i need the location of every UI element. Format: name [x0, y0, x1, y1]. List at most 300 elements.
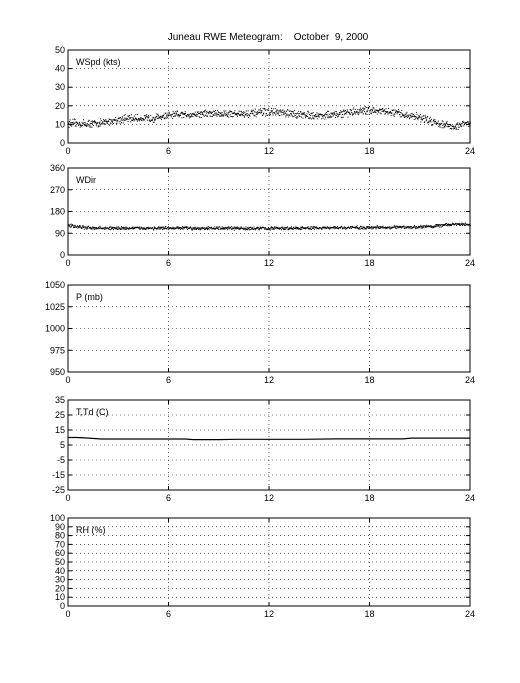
data-point — [234, 110, 235, 111]
data-point — [303, 118, 304, 119]
data-point — [233, 227, 234, 228]
data-point — [189, 118, 190, 119]
data-point — [452, 126, 453, 127]
y-tick-label: 20 — [54, 583, 65, 594]
data-point — [394, 226, 395, 227]
data-point — [225, 110, 226, 111]
data-point — [455, 125, 456, 126]
data-point — [302, 226, 303, 227]
data-point — [180, 115, 181, 116]
data-point — [109, 125, 110, 126]
data-point — [274, 113, 275, 114]
data-point — [190, 113, 191, 114]
data-point — [434, 123, 435, 124]
data-point — [385, 111, 386, 112]
data-point — [307, 116, 308, 117]
data-point — [470, 123, 471, 124]
data-point — [380, 113, 381, 114]
data-point — [443, 124, 444, 125]
data-point — [287, 227, 288, 228]
data-point — [93, 228, 94, 229]
data-point — [83, 226, 84, 227]
data-point — [391, 113, 392, 114]
x-tick-label: 0 — [65, 146, 71, 156]
data-point — [275, 115, 276, 116]
data-point — [365, 113, 366, 114]
data-point — [189, 114, 190, 115]
x-tick-label: 6 — [165, 493, 172, 503]
data-point — [188, 115, 189, 116]
data-point — [312, 117, 313, 118]
data-point — [353, 107, 354, 108]
data-point — [168, 226, 169, 227]
data-point — [461, 223, 462, 224]
data-point — [293, 227, 294, 228]
data-point — [319, 116, 320, 117]
data-point — [96, 125, 97, 126]
data-point — [79, 122, 80, 123]
data-point — [294, 110, 295, 111]
data-point — [224, 112, 225, 113]
data-point — [292, 116, 293, 117]
data-point — [351, 110, 352, 111]
data-point — [453, 223, 454, 224]
data-point — [148, 115, 149, 116]
data-point — [326, 228, 327, 229]
data-point — [362, 111, 363, 112]
data-point — [459, 223, 460, 224]
data-point — [82, 228, 83, 229]
data-point — [293, 111, 294, 112]
data-point — [420, 122, 421, 123]
data-point — [394, 116, 395, 117]
data-point — [270, 114, 271, 115]
data-point — [289, 115, 290, 116]
data-point — [287, 226, 288, 227]
data-point — [271, 229, 272, 230]
data-point — [68, 224, 69, 225]
data-point — [270, 230, 271, 231]
data-point — [308, 112, 309, 113]
data-point — [208, 226, 209, 227]
data-point — [343, 110, 344, 111]
data-point — [384, 114, 385, 115]
data-point — [173, 227, 174, 228]
data-point — [233, 228, 234, 229]
data-point — [433, 119, 434, 120]
data-point — [416, 226, 417, 227]
data-point — [199, 116, 200, 117]
y-tick-label: 25 — [54, 410, 65, 420]
data-point — [175, 111, 176, 112]
data-point — [357, 109, 358, 110]
data-point — [290, 110, 291, 111]
data-point — [467, 121, 468, 122]
data-point — [188, 116, 189, 117]
data-point — [90, 127, 91, 128]
data-point — [264, 229, 265, 230]
data-point — [361, 109, 362, 110]
data-point — [182, 113, 183, 114]
data-point — [375, 112, 376, 113]
data-point — [199, 229, 200, 230]
data-point — [146, 228, 147, 229]
data-point — [204, 112, 205, 113]
data-point — [461, 125, 462, 126]
data-point — [360, 112, 361, 113]
data-point — [464, 224, 465, 225]
data-point — [357, 111, 358, 112]
data-point — [308, 226, 309, 227]
data-point — [413, 114, 414, 115]
data-point — [366, 107, 367, 108]
data-point — [99, 123, 100, 124]
data-point — [341, 111, 342, 112]
data-point — [329, 114, 330, 115]
data-point — [88, 226, 89, 227]
data-point — [231, 226, 232, 227]
data-point — [78, 123, 79, 124]
y-tick-label: 90 — [54, 228, 65, 239]
data-point — [247, 115, 248, 116]
data-point — [412, 113, 413, 114]
data-point — [158, 227, 159, 228]
data-point — [245, 226, 246, 227]
data-point — [327, 117, 328, 118]
data-point — [253, 113, 254, 114]
data-point — [206, 115, 207, 116]
data-point — [133, 118, 134, 119]
data-point — [149, 119, 150, 120]
data-point — [214, 111, 215, 112]
data-point — [137, 121, 138, 122]
data-point — [364, 229, 365, 230]
data-point — [449, 126, 450, 127]
data-point — [222, 226, 223, 227]
data-point — [129, 117, 130, 118]
data-point — [388, 108, 389, 109]
data-point — [331, 116, 332, 117]
data-point — [251, 113, 252, 114]
y-tick-label: 950 — [49, 367, 65, 377]
data-point — [410, 227, 411, 228]
data-point — [443, 121, 444, 122]
data-point — [364, 108, 365, 109]
data-point — [154, 120, 155, 121]
data-point — [278, 112, 279, 113]
data-point — [217, 110, 218, 111]
data-point — [349, 113, 350, 114]
data-point — [449, 225, 450, 226]
data-point — [90, 123, 91, 124]
data-point — [380, 226, 381, 227]
data-point — [143, 120, 144, 121]
data-point — [113, 229, 114, 230]
y-tick-label: 90 — [54, 521, 65, 532]
data-point — [386, 108, 387, 109]
data-point — [244, 112, 245, 113]
data-point — [161, 116, 162, 117]
x-tick-label: 0 — [65, 609, 71, 619]
data-point — [165, 117, 166, 118]
data-point — [124, 120, 125, 121]
data-point — [403, 227, 404, 228]
data-point — [128, 119, 129, 120]
data-point — [403, 226, 404, 227]
data-point — [245, 228, 246, 229]
data-point — [296, 113, 297, 114]
data-point — [427, 116, 428, 117]
data-point — [439, 125, 440, 126]
data-point — [343, 117, 344, 118]
data-point — [426, 119, 427, 120]
data-point — [162, 229, 163, 230]
data-point — [214, 226, 215, 227]
data-point — [158, 116, 159, 117]
data-point — [127, 118, 128, 119]
data-point — [330, 117, 331, 118]
data-point — [131, 117, 132, 118]
data-point — [291, 114, 292, 115]
data-point — [104, 120, 105, 121]
data-point — [74, 123, 75, 124]
data-point — [293, 116, 294, 117]
data-point — [83, 122, 84, 123]
data-point — [372, 109, 373, 110]
data-point — [322, 116, 323, 117]
data-point — [406, 113, 407, 114]
data-point — [377, 225, 378, 226]
data-point — [195, 115, 196, 116]
data-point — [354, 113, 355, 114]
data-point — [315, 114, 316, 115]
x-tick-label: 6 — [165, 375, 172, 385]
data-point — [240, 115, 241, 116]
data-point — [216, 113, 217, 114]
data-point — [173, 228, 174, 229]
data-point — [207, 227, 208, 228]
data-point — [397, 112, 398, 113]
data-point — [334, 112, 335, 113]
data-point — [165, 226, 166, 227]
data-point — [168, 115, 169, 116]
data-point — [344, 111, 345, 112]
data-point — [344, 114, 345, 115]
data-point — [410, 115, 411, 116]
data-point — [402, 114, 403, 115]
data-point — [244, 116, 245, 117]
series-line — [68, 438, 470, 440]
data-point — [470, 223, 471, 224]
data-point — [196, 114, 197, 115]
data-point — [199, 117, 200, 118]
data-point — [284, 111, 285, 112]
data-point — [74, 227, 75, 228]
data-point — [443, 225, 444, 226]
data-point — [343, 110, 344, 111]
y-tick-label: 30 — [54, 82, 65, 93]
data-point — [95, 121, 96, 122]
data-point — [300, 111, 301, 112]
data-point — [70, 125, 71, 126]
data-point — [136, 119, 137, 120]
data-point — [87, 228, 88, 229]
data-point — [375, 228, 376, 229]
data-point — [304, 112, 305, 113]
data-point — [387, 112, 388, 113]
data-point — [80, 127, 81, 128]
data-point — [87, 125, 88, 126]
data-point — [342, 117, 343, 118]
data-point — [181, 112, 182, 113]
data-point — [172, 118, 173, 119]
data-point — [283, 227, 284, 228]
data-point — [311, 229, 312, 230]
x-tick-label: 12 — [263, 375, 275, 385]
data-point — [263, 113, 264, 114]
data-point — [313, 228, 314, 229]
data-point — [134, 120, 135, 121]
data-point — [394, 114, 395, 115]
data-point — [310, 115, 311, 116]
data-point — [278, 110, 279, 111]
data-point — [361, 112, 362, 113]
data-point — [322, 115, 323, 116]
data-point — [162, 117, 163, 118]
data-point — [369, 106, 370, 107]
data-point — [204, 116, 205, 117]
data-point — [220, 112, 221, 113]
data-point — [228, 228, 229, 229]
panel-label: T,Td (C) — [76, 407, 109, 417]
data-point — [133, 119, 134, 120]
data-point — [154, 119, 155, 120]
data-point — [386, 112, 387, 113]
data-point — [265, 110, 266, 111]
data-point — [243, 115, 244, 116]
data-point — [296, 228, 297, 229]
data-point — [268, 110, 269, 111]
y-tick-label: 10 — [54, 592, 65, 603]
data-point — [72, 122, 73, 123]
data-point — [388, 113, 389, 114]
x-tick-label: 0 — [65, 258, 71, 268]
data-point — [153, 118, 154, 119]
data-point — [326, 112, 327, 113]
data-point — [370, 109, 371, 110]
data-point — [125, 226, 126, 227]
data-point — [176, 227, 177, 228]
data-point — [117, 227, 118, 228]
data-point — [78, 228, 79, 229]
data-point — [194, 229, 195, 230]
data-point — [281, 114, 282, 115]
data-point — [169, 113, 170, 114]
data-point — [229, 112, 230, 113]
data-point — [425, 115, 426, 116]
y-tick-label: 30 — [54, 574, 65, 585]
data-point — [91, 121, 92, 122]
data-point — [177, 111, 178, 112]
data-point — [274, 226, 275, 227]
y-tick-label: 0 — [59, 250, 65, 260]
data-point — [194, 113, 195, 114]
data-point — [89, 124, 90, 125]
data-point — [369, 114, 370, 115]
x-tick-label: 6 — [165, 609, 172, 619]
data-point — [180, 113, 181, 114]
data-point — [240, 228, 241, 229]
data-point — [313, 112, 314, 113]
data-point — [169, 112, 170, 113]
data-point — [152, 120, 153, 121]
data-point — [122, 228, 123, 229]
data-point — [73, 123, 74, 124]
data-point — [161, 117, 162, 118]
data-point — [267, 115, 268, 116]
data-point — [328, 111, 329, 112]
data-point — [445, 124, 446, 125]
data-point — [430, 117, 431, 118]
data-point — [123, 119, 124, 120]
data-point — [209, 229, 210, 230]
data-point — [292, 115, 293, 116]
data-point — [242, 112, 243, 113]
data-point — [381, 113, 382, 114]
data-point — [235, 227, 236, 228]
data-point — [192, 116, 193, 117]
data-point — [278, 113, 279, 114]
data-point — [157, 118, 158, 119]
data-point — [178, 114, 179, 115]
data-point — [248, 110, 249, 111]
data-point — [403, 115, 404, 116]
data-point — [121, 118, 122, 119]
data-point — [256, 112, 257, 113]
data-point — [273, 228, 274, 229]
data-point — [395, 110, 396, 111]
data-point — [109, 227, 110, 228]
data-point — [226, 114, 227, 115]
data-point — [274, 229, 275, 230]
data-point — [345, 227, 346, 228]
data-point — [351, 228, 352, 229]
data-point — [373, 228, 374, 229]
data-point — [127, 227, 128, 228]
data-point — [379, 109, 380, 110]
data-point — [110, 229, 111, 230]
data-point — [275, 108, 276, 109]
data-point — [246, 113, 247, 114]
data-point — [358, 228, 359, 229]
data-point — [401, 110, 402, 111]
data-point — [279, 115, 280, 116]
data-point — [371, 109, 372, 110]
data-point — [406, 112, 407, 113]
data-point — [227, 115, 228, 116]
data-point — [327, 114, 328, 115]
data-point — [68, 123, 69, 124]
data-point — [372, 229, 373, 230]
data-point — [469, 123, 470, 124]
data-point — [114, 228, 115, 229]
data-point — [202, 112, 203, 113]
data-point — [228, 226, 229, 227]
data-point — [323, 118, 324, 119]
data-point — [376, 227, 377, 228]
data-point — [128, 121, 129, 122]
data-point — [123, 120, 124, 121]
